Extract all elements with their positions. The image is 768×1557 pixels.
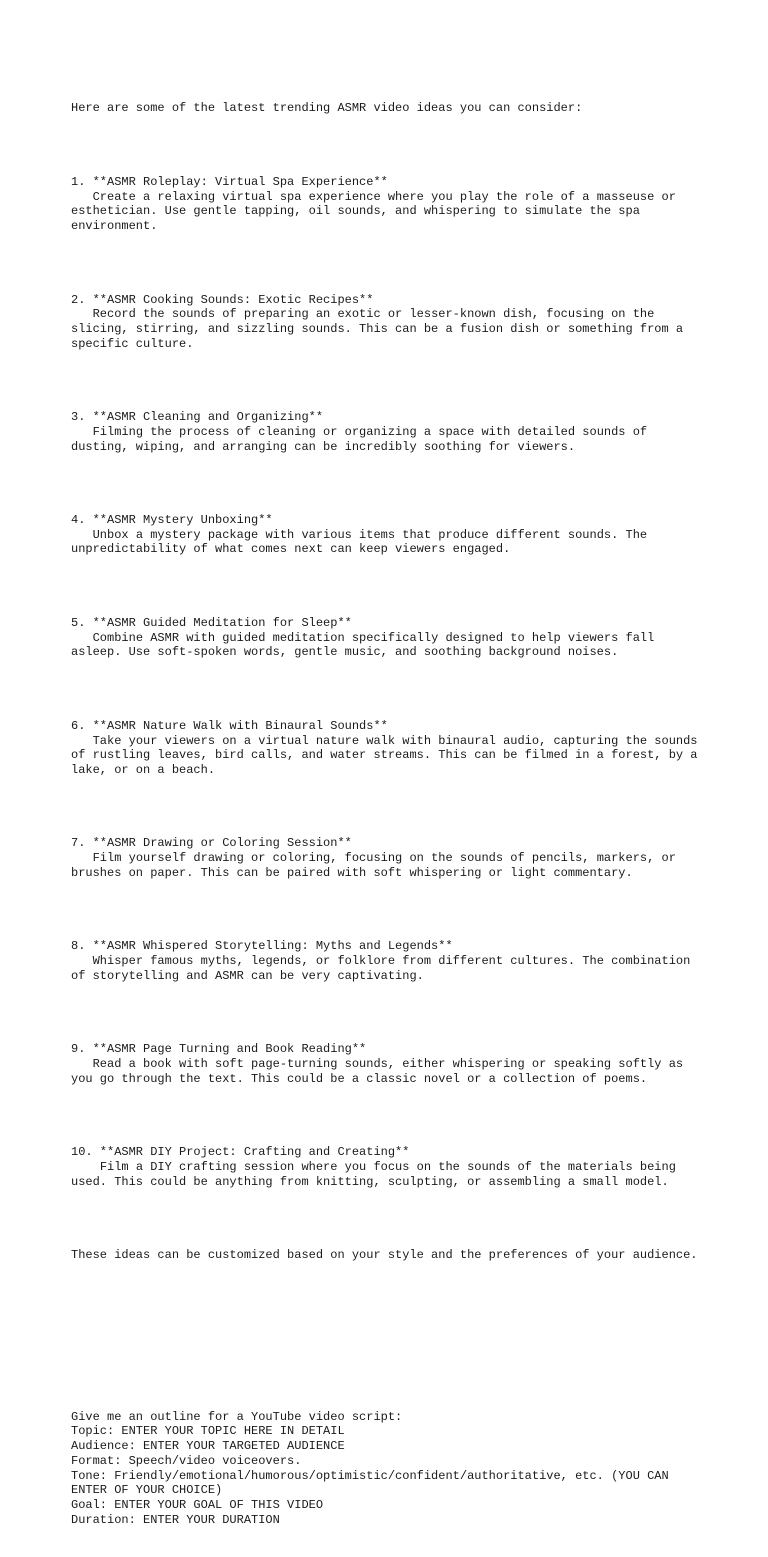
idea-body: Combine ASMR with guided meditation specifically designed to help viewers fall asleep. Use soft-spoken words, gentle music, and soothing background noises.	[71, 630, 662, 660]
intro-text: Here are some of the latest trending ASMR video ideas you can consider:	[71, 101, 583, 116]
idea-item-5	[71, 616, 711, 660]
prompt-format: Format: Speech/video voiceovers.	[71, 1453, 302, 1468]
idea-heading: 5. **ASMR Guided Meditation for Sleep**	[71, 615, 352, 630]
idea-item-1	[71, 175, 711, 234]
prompt-tone: Tone: Friendly/emotional/humorous/optimistic/confident/authoritative, etc. (YOU CAN ENTER OF YOUR CHOICE)	[71, 1468, 676, 1498]
idea-body: Film yourself drawing or coloring, focusing on the sounds of pencils, markers, or brushes on paper. This can be paired with soft whispering or light commentary.	[71, 851, 684, 880]
idea-body: Read a book with soft page-turning sounds, either whispering or speaking softly as you go through the text. This could be a classic novel or a collection of poems.	[71, 1056, 691, 1086]
idea-item-4	[71, 513, 711, 557]
idea-item-10	[71, 1145, 711, 1189]
idea-body: Unbox a mystery package with various items that produce different sounds. The unpredictability of what comes next can keep viewers engaged.	[71, 527, 655, 557]
prompt-audience: Audience: ENTER YOUR TARGETED AUDIENCE	[71, 1439, 345, 1454]
idea-item-2	[71, 293, 711, 352]
idea-body: Film a DIY crafting session where you focus on the sounds of the materials being used. This could be anything from knitting, sculpting, or assembling a small model.	[71, 1159, 684, 1189]
idea-heading: 10. **ASMR DIY Project: Crafting and Creating**	[71, 1145, 410, 1160]
idea-heading: 1. **ASMR Roleplay: Virtual Spa Experience**	[71, 174, 388, 189]
idea-heading: 9. **ASMR Page Turning and Book Reading**	[71, 1042, 367, 1057]
idea-heading: 6. **ASMR Nature Walk with Binaural Sounds**	[71, 718, 388, 733]
closing-text: These ideas can be customized based on your style and the preferences of your audience.	[71, 1248, 698, 1263]
prompt-title: Give me an outline for a YouTube video script:	[71, 1409, 403, 1424]
idea-heading: 2. **ASMR Cooking Sounds: Exotic Recipes**	[71, 292, 374, 307]
idea-body: Whisper famous myths, legends, or folklore from different cultures. The combination of storytelling and ASMR can be very captivating.	[71, 954, 698, 983]
idea-body: Create a relaxing virtual spa experience where you play the role of a masseuse or esthetician. Use gentle tapping, oil sounds, and whispering to simulate the spa environment.	[71, 189, 684, 234]
prompt-topic: Topic: ENTER YOUR TOPIC HERE IN DETAIL	[71, 1424, 345, 1439]
document-page	[71, 72, 711, 1557]
idea-item-3	[71, 410, 711, 454]
idea-body: Take your viewers on a virtual nature walk with binaural audio, capturing the sounds of rustling leaves, bird calls, and water streams. This can be filmed in a forest, by a lake, or on a beach.	[71, 733, 705, 777]
prompt-duration: Duration: ENTER YOUR DURATION	[71, 1512, 280, 1527]
spacer	[71, 1322, 711, 1366]
idea-item-8	[71, 939, 711, 983]
idea-heading: 8. **ASMR Whispered Storytelling: Myths and Legends**	[71, 939, 453, 954]
prompt-goal: Goal: ENTER YOUR GOAL OF THIS VIDEO	[71, 1497, 324, 1512]
idea-item-7	[71, 836, 711, 880]
idea-item-6	[71, 719, 711, 778]
idea-heading: 7. **ASMR Drawing or Coloring Session**	[71, 836, 352, 851]
idea-body: Filming the process of cleaning or organizing a space with detailed sounds of dusting, wiping, and arranging can be incredibly soothing for viewers.	[71, 424, 655, 454]
idea-body: Record the sounds of preparing an exotic or lesser-known dish, focusing on the slicing, stirring, and sizzling sounds. This can be a fusion dish or something from a specific culture.	[71, 307, 691, 351]
prompt-block	[71, 1410, 711, 1528]
idea-item-9	[71, 1042, 711, 1086]
idea-heading: 3. **ASMR Cleaning and Organizing**	[71, 410, 324, 425]
idea-heading: 4. **ASMR Mystery Unboxing**	[71, 513, 273, 528]
